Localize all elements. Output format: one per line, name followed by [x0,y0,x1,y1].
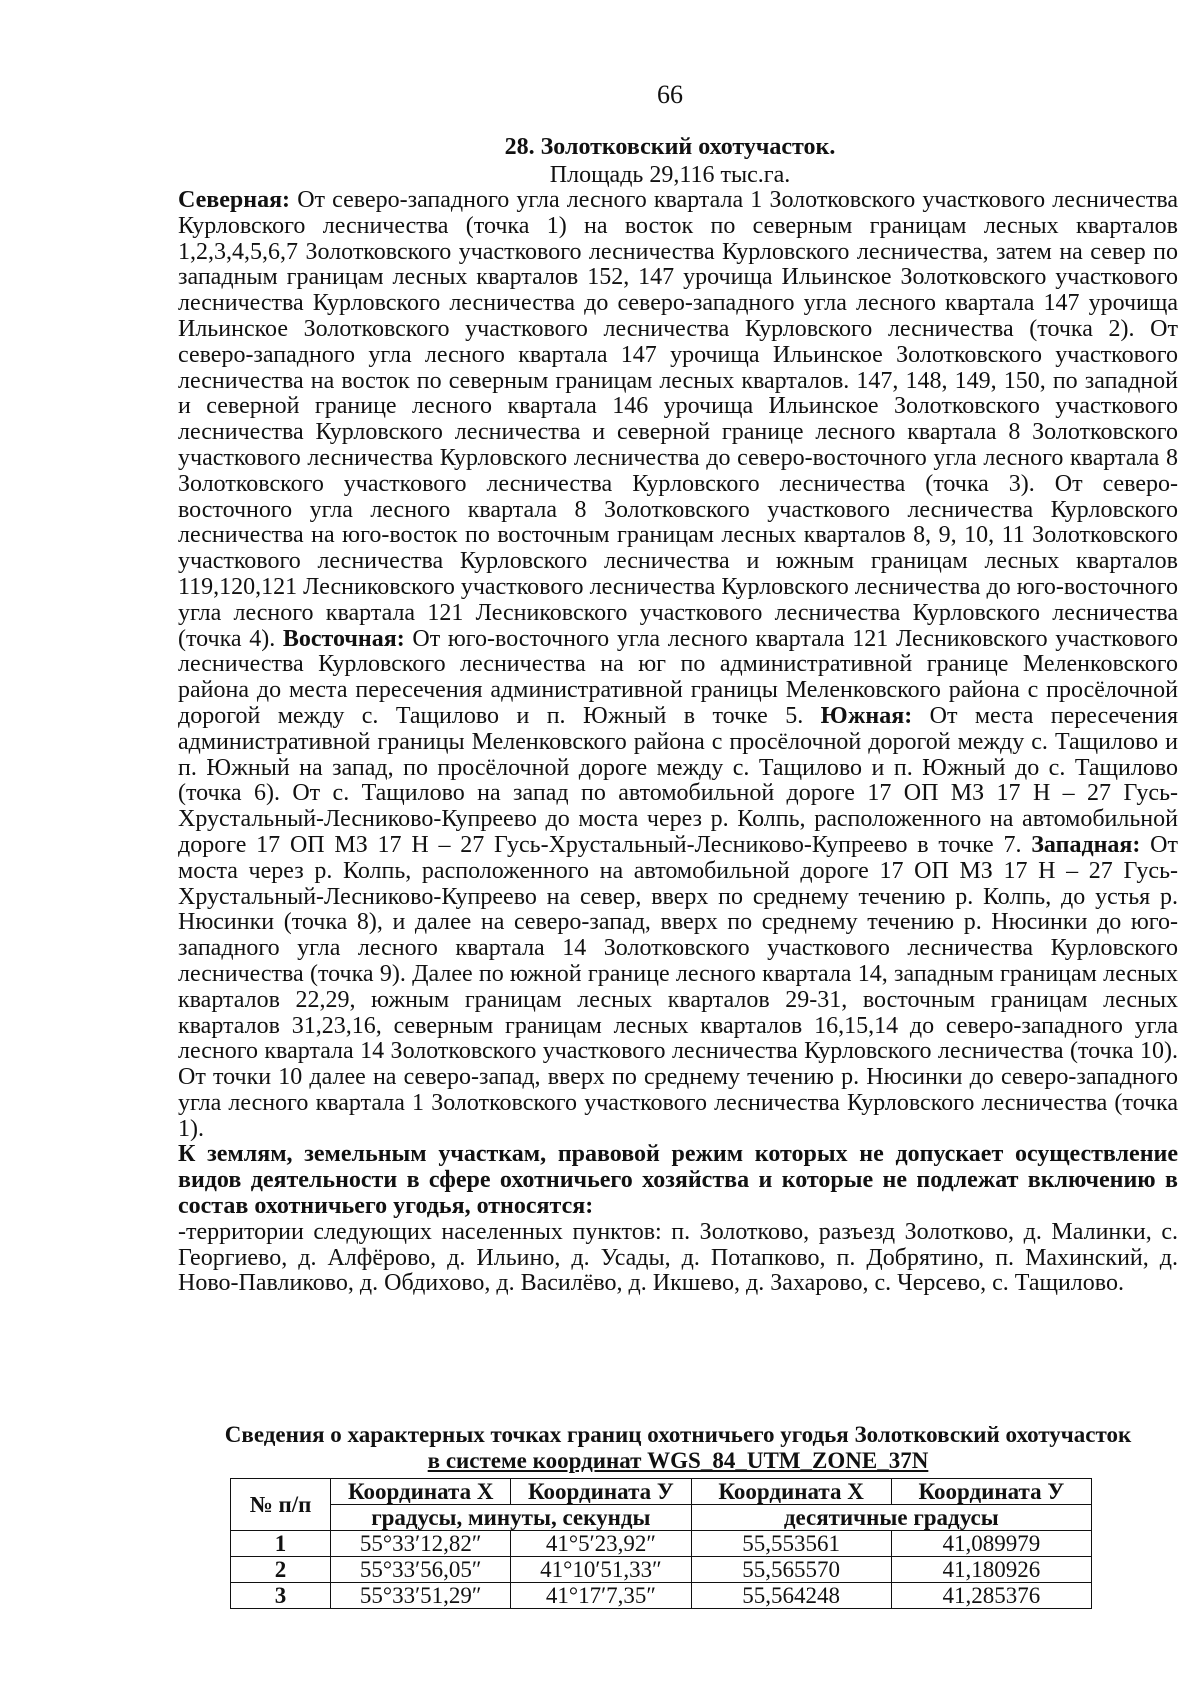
east-boundary-label: Восточная: [282,625,405,652]
table-caption [178,1422,1178,1474]
col-y-dms-header: Координата У [511,1479,691,1505]
table-row [231,1557,1092,1583]
east-boundary-text: От юго-восточного угла лесного квартала 121 Лесниковского участкового лесничества Курловского лесничества на юг по административной границе Меленковского района до места пересечения административной границы Меленковского района с просёлочной дорогой между с. Тащилово и п. Южный в точке 5. [178,625,1178,729]
sub-dec-header: десятичные градусы [691,1505,1091,1531]
area-line: Площадь 29,116 тыс.га. [549,162,791,188]
restricted-heading: К землям, земельным участкам, правовой режим которых не допускает осуществление видов деятельности в сфере охотничьего хозяйства и которые не подлежат включению в состав охотничьего угодья, относятся: [178,1141,1178,1220]
table-row [231,1531,1092,1557]
cell-x-dec: 55,565570 [691,1557,891,1583]
row-num: 1 [231,1531,331,1557]
sub-dms-header: градусы, минуты, секунды [331,1505,691,1531]
coordinates-table [230,1478,1092,1609]
cell-x-dec: 55,564248 [691,1583,891,1609]
table-header-row [231,1479,1092,1505]
col-y-dec-header: Координата У [891,1479,1091,1505]
cell-x-dms: 55°33′12,82″ [331,1531,511,1557]
north-boundary-label: Северная: [178,187,291,213]
cell-y-dec: 41,089979 [891,1531,1091,1557]
row-num: 3 [231,1583,331,1609]
west-boundary-text: От моста через р. Колпь, расположенного на автомобильной дороге 17 ОП МЗ 17 Н – 27 Гусь-Хрустальный-Лесниково-Купреево на север, вверх по среднему течению р. Колпь, до устья р. Нюсинки (точка 8), и далее на северо-запад, вверх по среднему течению р. Нюсинки до юго-западного угла лесного квартала 14 Золотковского участкового лесничества Курловского лесничества (точка 9). Далее по южной границе лесного квартала 14, западным границам лесных кварталов 22,29, южным границам лесных кварталов 29-31, восточным границам лесных кварталов 31,23,16, северным границам лесных кварталов 16,15,14 до северо-западного угла лесного квартала 14 Золотковского участкового лесничества Курловского лесничества (точка 10). От точки 10 далее на северо-запад, вверх по среднему течению р. Нюсинки до северо-западного угла лесного квартала 1 Золотковского участкового лесничества Курловского лесничества (точка 1). [178,831,1178,1142]
west-boundary-label: Западная: [1031,831,1141,858]
south-boundary-label: Южная: [820,702,913,729]
cell-y-dec: 41,180926 [891,1557,1091,1583]
cell-x-dms: 55°33′51,29″ [331,1583,511,1609]
table-subheader-row [231,1505,1092,1531]
col-x-dms-header: Координата X [331,1479,511,1505]
cell-x-dec: 55,553561 [691,1531,891,1557]
page-number: 66 [657,80,683,109]
cell-y-dms: 41°5′23,92″ [511,1531,691,1557]
boundary-paragraph [178,188,1178,1142]
col-num-header: № п/п [231,1479,331,1531]
table-caption-line1: Сведения о характерных точках границ охотничьего угодья Золотковский охотучасток [224,1422,1132,1447]
col-x-dec-header: Координата X [691,1479,891,1505]
south-boundary-text: От места пересечения административной границы Меленковского района с просёлочной дорогой между с. Тащилово и п. Южный на запад, по просёлочной дороге между с. Тащилово и п. Южный до с. Тащилово (точка 6). От с. Тащилово на запад по автомобильной дороге 17 ОП МЗ 17 Н – 27 Гусь-Хрустальный-Лесниково-Купреево до моста через р. Колпь, расположенного на автомобильной дороге 17 ОП МЗ 17 Н – 27 Гусь-Хрустальный-Лесниково-Купреево в точке 7. [178,702,1178,858]
cell-y-dms: 41°10′51,33″ [511,1557,691,1583]
section-title: 28. Золотковский охотучасток. [504,134,836,160]
table-row [231,1583,1092,1609]
cell-x-dms: 55°33′56,05″ [331,1557,511,1583]
cell-y-dec: 41,285376 [891,1583,1091,1609]
north-boundary-text: От северо-западного угла лесного квартала 1 Золотковского участкового лесничества Курловского лесничества (точка 1) на восток по северным границам лесных кварталов 1,2,3,4,5,6,7 Золотковского участкового лесничества Курловского лесничества, затем на север по западным границам лесных кварталов 152, 147 урочища Ильинское Золотковского участкового лесничества Курловского лесничества до северо-западного угла лесного квартала 147 урочища Ильинское Золотковского участкового лесничества Курловского лесничества (точка 2). От северо-западного угла лесного квартала 147 урочища Ильинское Золотковского участкового лесничества на восток по северным границам лесных кварталов. 147, 148, 149, 150, по западной и северной границе лесного квартала 146 урочища Ильинское Золотковского участкового лесничества Курловского лесничества и северной границе лесного квартала 8 Золотковского участкового лесничества Курловского лесничества до северо-восточного угла лесного квартала 8 Золотковского участкового лесничества Курловского лесничества (точка 3). От северо-восточного угла лесного квартала 8 Золотковского участкового лесничества Курловского лесничества на юго-восток по восточным границам лесных кварталов 8, 9, 10, 11 Золотковского участкового лесничества Курловского лесничества и южным границам лесных кварталов 119,120,121 Лесниковского участкового лесничества Курловского лесничества до юго-восточного угла лесного квартала 121 Лесниковского участкового лесничества Курловского лесничества (точка 4). [178,187,1178,652]
table-caption-line2: в системе координат WGS_84_UTM_ZONE_37N [427,1448,929,1473]
cell-y-dms: 41°17′7,35″ [511,1583,691,1609]
row-num: 2 [231,1557,331,1583]
restricted-text: -территории следующих населенных пунктов: п. Золотково, разъезд Золотково, д. Малинки, с. Георгиево, д. Алфёрово, д. Ильино, д. Усады, д. Потапково, п. Добрятино, п. Махинский, д. Ново-Павликово, д. Обдихово, д. Василёво, д. Икшево, д. Захарово, с. Черсево, с. Тащилово. [178,1218,1178,1297]
boundary-description [178,188,1178,1297]
